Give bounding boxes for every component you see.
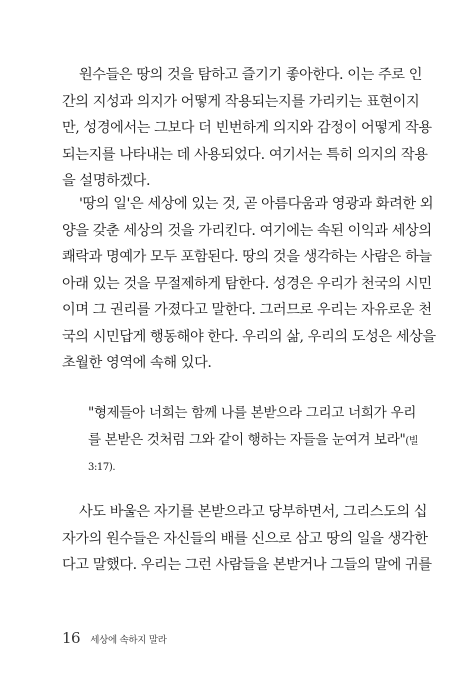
- quote-line: "형제들아 너희는 함께 나를 본받으라 그리고 너희가 우리: [88, 405, 416, 421]
- text-line: 초월한 영역에 속해 있다.: [62, 355, 212, 371]
- text-line: 만, 성경에서는 그보다 더 빈번하게 의지와 감정이 어떻게 작용: [62, 120, 432, 136]
- paragraph-3: [62, 499, 432, 579]
- page-footer: [62, 628, 167, 647]
- text-line: 되는지를 나타내는 데 사용되었다. 여기서는 특히 의지의 작용: [62, 146, 428, 163]
- text-line: 간의 지성과 의지가 어떻게 작용되는지를 가리키는 표현이지: [62, 93, 420, 110]
- quote-line: [88, 427, 419, 456]
- running-title: 세상에 속하지 말라: [90, 635, 167, 646]
- text-line: 원수들은 땅의 것을 탐하고 즐기기 좋아한다. 이는 주로 인: [79, 67, 423, 83]
- text-line: 을 설명하겠다.: [62, 173, 151, 189]
- paragraph-2: [62, 191, 436, 377]
- text-line: 이며 그 권리를 가졌다고 말한다. 그러므로 우리는 자유로운 천: [62, 302, 432, 318]
- text-line: 국의 시민답게 행동해야 한다. 우리의 삶, 우리의 도성은 세상을: [62, 328, 436, 345]
- page-number: 16: [62, 629, 81, 647]
- text-line: 자가의 원수들은 자신들의 배를 신으로 삼고 땅의 일을 생각한: [62, 530, 428, 547]
- text-line: 쾌락과 명예가 모두 포함된다. 땅의 것을 생각하는 사람은 하늘: [62, 249, 432, 265]
- scripture-quote: [88, 400, 419, 482]
- paragraph-1: [62, 62, 432, 195]
- text-line: '땅의 일'은 세상에 있는 것, 곧 아름다움과 영광과 화려한 외: [79, 196, 434, 212]
- quote-text: 를 본받은 것처럼 그와 같이 행하는 자들을 눈여겨 보라": [88, 431, 406, 448]
- text-line: 사도 바울은 자기를 본받으라고 당부하면서, 그리스도의 십: [79, 504, 428, 520]
- text-line: 아래 있는 것을 무절제하게 탐한다. 성경은 우리가 천국의 시민: [62, 275, 432, 292]
- scripture-reference: (빌: [405, 435, 419, 447]
- text-line: 다고 말했다. 우리는 그런 사람들을 본받거나 그들의 말에 귀를: [62, 557, 432, 573]
- scripture-reference-continued: 3:17).: [88, 462, 116, 473]
- text-line: 양을 갖춘 세상의 것을 가리킨다. 여기에는 속된 이익과 세상의: [62, 222, 432, 239]
